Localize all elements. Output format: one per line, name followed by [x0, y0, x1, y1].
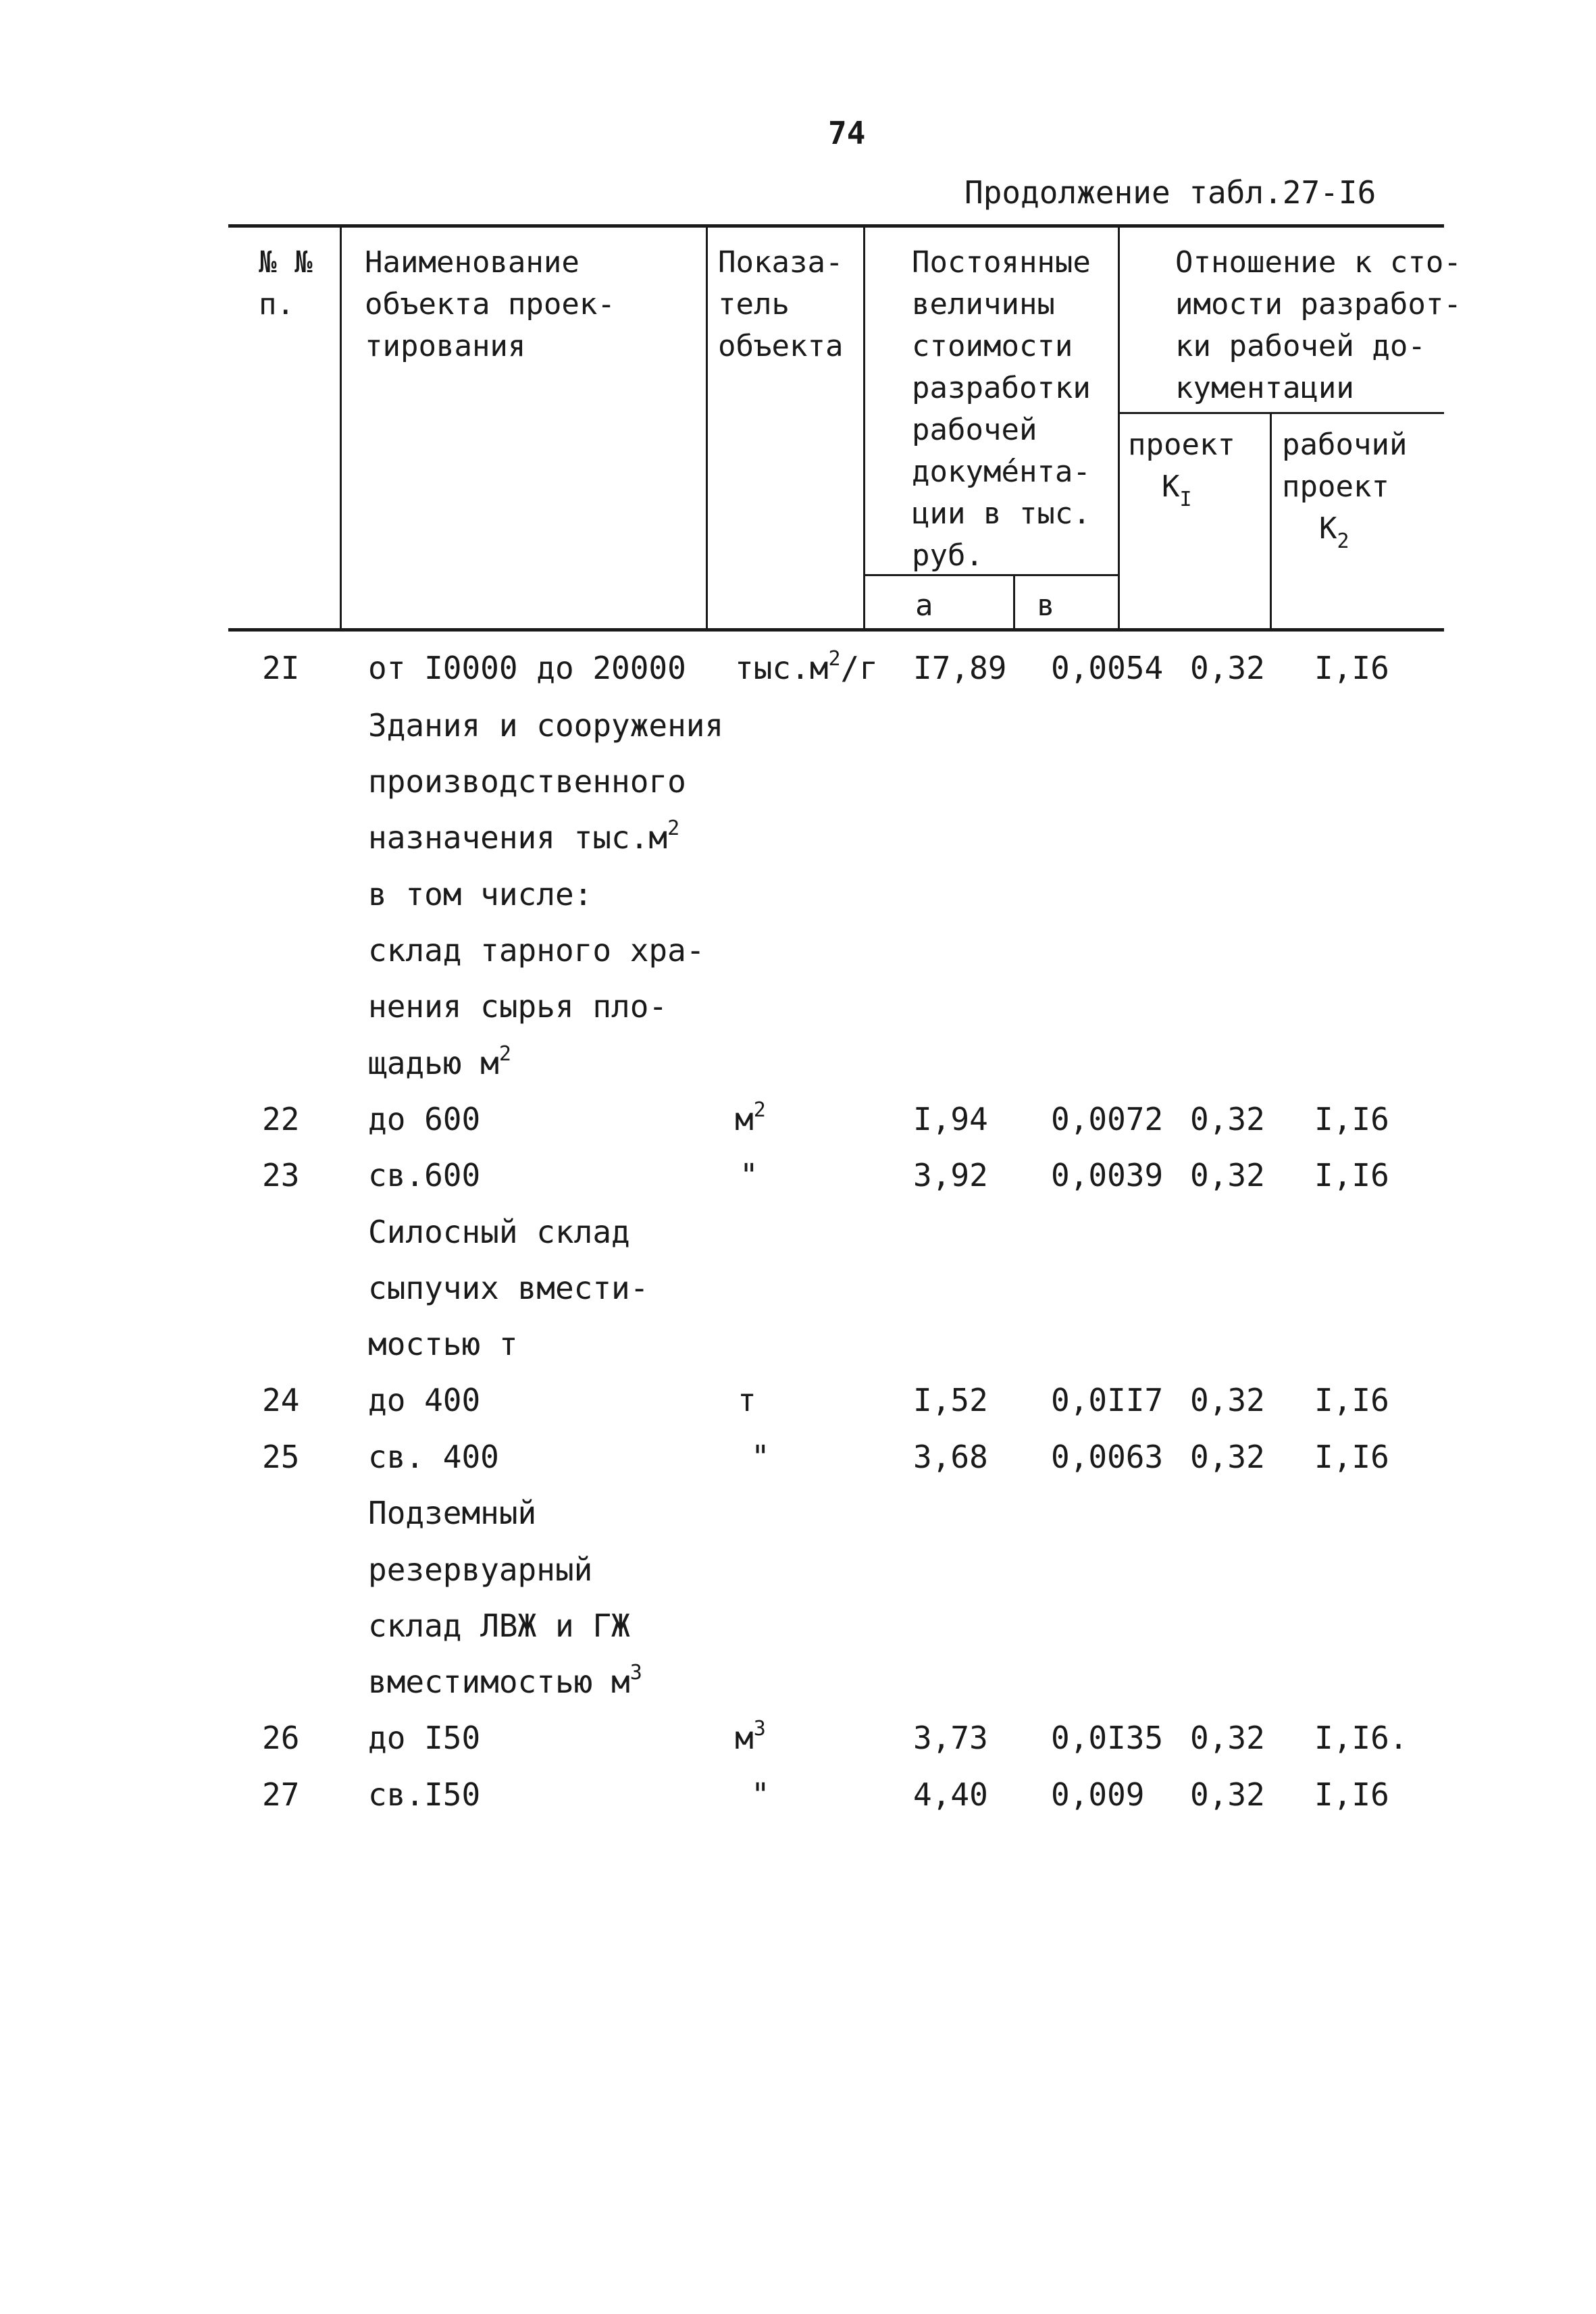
- page-number: 74: [828, 115, 866, 151]
- top-rule: [228, 224, 1444, 228]
- row-b: 0,0063: [1051, 1439, 1164, 1475]
- row-name: св.600: [368, 1157, 481, 1193]
- row-num: 22: [262, 1101, 300, 1137]
- divider-k1: [1270, 413, 1272, 629]
- row-b: 0,0039: [1051, 1157, 1164, 1193]
- row-k1: 0,32: [1190, 650, 1265, 686]
- header-col-b: в: [1037, 588, 1055, 623]
- row-unit: $м^3$: [735, 1717, 766, 1756]
- divider-indicator: [863, 226, 865, 629]
- row-b: 0,009: [1051, 1776, 1145, 1813]
- header-bottom-rule: [228, 628, 1444, 632]
- row-b: 0,0072: [1051, 1101, 1164, 1137]
- header-ratio: Отношение к сто- имости разработ- ки рабочей до- кументации: [1175, 245, 1462, 405]
- row-a: I,94: [913, 1101, 988, 1137]
- header-name: Наименование объекта проек- тирования: [365, 245, 615, 363]
- header-num: № № п.: [259, 245, 313, 322]
- row-k1: 0,32: [1190, 1439, 1265, 1475]
- row-k2: I,I6: [1314, 1776, 1389, 1813]
- divider-num: [340, 226, 342, 629]
- divider-a-b: [1013, 575, 1015, 629]
- row-name: от I0000 до 20000: [368, 650, 686, 686]
- row-k1: 0,32: [1190, 1382, 1265, 1418]
- row-name: до I50: [368, 1720, 481, 1756]
- header-k2: рабочий проект $К_2$: [1282, 428, 1408, 553]
- row-name: св. 400: [368, 1439, 499, 1475]
- row-num: 2I: [262, 650, 300, 686]
- row-name: до 600: [368, 1101, 481, 1137]
- row-k2: I,I6: [1314, 1157, 1389, 1193]
- row-b: 0,0I35: [1051, 1720, 1164, 1756]
- row-k2: I,I6: [1314, 650, 1389, 686]
- row-a: 3,92: [913, 1157, 988, 1193]
- row-unit: т: [738, 1382, 756, 1418]
- row-name: до 400: [368, 1382, 481, 1418]
- row-k2: I,I6: [1314, 1101, 1389, 1137]
- table-caption: Продолжение табл.27-I6: [964, 174, 1376, 211]
- row-unit: ": [740, 1157, 758, 1193]
- row-k1: 0,32: [1190, 1157, 1265, 1193]
- row-k1: 0,32: [1190, 1720, 1265, 1756]
- row-a: I,52: [913, 1382, 988, 1418]
- row-a: I7,89: [913, 650, 1007, 686]
- row-num: 24: [262, 1382, 300, 1418]
- row-b: 0,0054: [1051, 650, 1164, 686]
- header-k1: проект $К_I$: [1128, 428, 1235, 511]
- divider-constants: [1118, 226, 1120, 629]
- row-b: 0,0II7: [1051, 1382, 1164, 1418]
- divider-name: [706, 226, 708, 629]
- row-k1: 0,32: [1190, 1101, 1265, 1137]
- row-k2: I,I6: [1314, 1382, 1389, 1418]
- ratio-subrule: [1118, 412, 1444, 414]
- row-unit: $м^2$: [735, 1098, 766, 1137]
- row-k2: I,I6: [1314, 1439, 1389, 1475]
- row-unit: ": [751, 1439, 770, 1475]
- header-indicator: Показа- тель объекта: [718, 245, 844, 363]
- row-num: 26: [262, 1720, 300, 1756]
- row-a: 4,40: [913, 1776, 988, 1813]
- row-k1: 0,32: [1190, 1776, 1265, 1813]
- row-num: 23: [262, 1157, 300, 1193]
- row-unit: $тыс.м^2/г$: [735, 647, 878, 686]
- row-a: 3,68: [913, 1439, 988, 1475]
- row-name: св.I50: [368, 1776, 481, 1813]
- row-k2: I,I6.: [1314, 1720, 1408, 1756]
- row-num: 25: [262, 1439, 300, 1475]
- row-num: 27: [262, 1776, 300, 1813]
- header-constants: Постоянные величины стоимости разработки рабочей докумéнта- ции в тыс. руб.: [912, 245, 1091, 573]
- row-unit: ": [751, 1776, 770, 1813]
- row-a: 3,73: [913, 1720, 988, 1756]
- header-col-a: а: [915, 588, 933, 623]
